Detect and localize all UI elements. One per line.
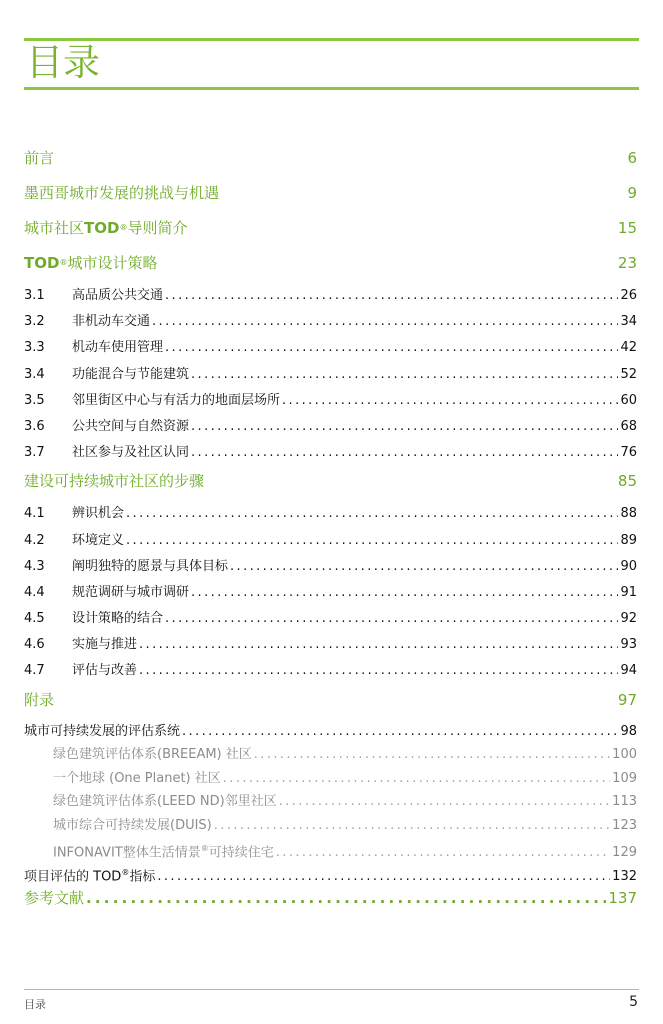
toc-section[interactable] bbox=[24, 582, 637, 608]
leader-dots bbox=[139, 660, 618, 682]
toc-appendix-item[interactable] bbox=[24, 863, 637, 887]
section-number: 3.3 bbox=[24, 340, 45, 356]
section-number: 4.4 bbox=[24, 584, 45, 600]
toc-section[interactable] bbox=[24, 660, 637, 686]
subitem-title: 绿色建筑评估体系(LEED ND)邻里社区 bbox=[53, 794, 277, 810]
chapter-title: 墨西哥城市发展的挑战与机遇 bbox=[24, 184, 220, 202]
section-page: 42 bbox=[620, 340, 637, 356]
toc-section[interactable] bbox=[24, 442, 637, 468]
section-page: 90 bbox=[620, 558, 637, 574]
section-page: 34 bbox=[620, 314, 637, 330]
footer-rule bbox=[24, 989, 639, 990]
section-title: 高品质公共交通 bbox=[72, 288, 164, 303]
section-page: 26 bbox=[620, 288, 637, 303]
leader-dots bbox=[214, 816, 610, 836]
appendix-page: 132 bbox=[612, 868, 637, 884]
appendix-title: 城市可持续发展的评估系统 bbox=[24, 723, 181, 739]
leader-dots bbox=[165, 608, 618, 630]
section-number: 4.1 bbox=[24, 506, 45, 522]
toc-appendix-subitem[interactable] bbox=[24, 792, 637, 816]
section-title: 非机动车交通 bbox=[72, 314, 151, 330]
leader-dots bbox=[191, 416, 618, 438]
toc-section[interactable] bbox=[24, 390, 637, 416]
toc-section[interactable] bbox=[24, 556, 637, 582]
leader-dots bbox=[165, 337, 618, 359]
section-page: 94 bbox=[620, 663, 637, 679]
section-number: 3.7 bbox=[24, 445, 45, 461]
toc-chapter-challenges[interactable] bbox=[24, 180, 637, 215]
chapter-title: 前言 bbox=[24, 149, 55, 167]
chapter-page: 85 bbox=[617, 472, 637, 491]
leader-dots bbox=[276, 843, 610, 862]
toc-section[interactable] bbox=[24, 285, 637, 311]
leader-dots bbox=[157, 867, 610, 886]
section-number: 4.7 bbox=[24, 663, 45, 679]
leader-dots bbox=[139, 634, 618, 656]
section-page: 92 bbox=[620, 611, 637, 627]
leader-dots bbox=[152, 311, 618, 333]
section-page: 76 bbox=[620, 445, 637, 461]
section-title: 机动车使用管理 bbox=[72, 340, 164, 356]
section-number: 4.5 bbox=[24, 611, 45, 627]
leader-dots bbox=[191, 364, 618, 386]
leader-dots bbox=[230, 556, 618, 578]
section-title: 公共空间与自然资源 bbox=[72, 418, 190, 434]
title-rule bbox=[24, 87, 639, 90]
footer-label: 目录 bbox=[24, 998, 46, 1011]
subitem-page: 100 bbox=[612, 747, 637, 763]
section-page: 91 bbox=[620, 584, 637, 600]
section-number: 4.2 bbox=[24, 532, 45, 548]
leader-dots bbox=[182, 722, 618, 742]
section-page: 52 bbox=[620, 366, 637, 382]
section-title: 环境定义 bbox=[72, 532, 125, 548]
toc-appendix-subitem[interactable] bbox=[24, 769, 637, 793]
section-number: 4.3 bbox=[24, 558, 45, 574]
appendix-title: 项目评估的 TOD®指标 bbox=[24, 867, 156, 884]
subitem-title: 一个地球 (One Planet) 社区 bbox=[53, 770, 221, 786]
section-title: 社区参与及社区认同 bbox=[72, 445, 190, 461]
subitem-page: 113 bbox=[612, 794, 637, 810]
section-title: 评估与改善 bbox=[72, 663, 138, 679]
subitem-title: 城市综合可持续发展(DUIS) bbox=[53, 817, 212, 833]
section-number: 4.6 bbox=[24, 637, 45, 653]
toc-section[interactable] bbox=[24, 416, 637, 442]
table-of-contents bbox=[24, 145, 637, 916]
subitem-page: 129 bbox=[612, 845, 637, 861]
leader-dots bbox=[191, 582, 618, 604]
toc-chapter-tod-intro[interactable] bbox=[24, 215, 637, 250]
chapter-page: 23 bbox=[617, 254, 637, 272]
chapter-page: 97 bbox=[617, 690, 637, 709]
leader-dots bbox=[165, 285, 618, 307]
section-page: 88 bbox=[620, 506, 637, 522]
chapter-title: TOD®城市设计策略 bbox=[24, 254, 158, 272]
toc-section[interactable] bbox=[24, 337, 637, 363]
section-title: 邻里街区中心与有活力的地面层场所 bbox=[72, 392, 281, 408]
toc-references[interactable] bbox=[24, 886, 637, 916]
section-number: 3.4 bbox=[24, 366, 45, 382]
toc-chapter-preface[interactable] bbox=[24, 145, 637, 180]
chapter-title: 城市社区TOD®导则简介 bbox=[24, 219, 188, 237]
chapter-page: 6 bbox=[627, 149, 637, 167]
toc-section[interactable] bbox=[24, 608, 637, 634]
toc-section[interactable] bbox=[24, 503, 637, 529]
references-page: 137 bbox=[608, 889, 637, 908]
leader-dots bbox=[279, 792, 610, 812]
section-number: 3.1 bbox=[24, 288, 45, 303]
section-page: 93 bbox=[620, 637, 637, 653]
chapter-title: 建设可持续城市社区的步骤 bbox=[24, 472, 205, 491]
top-rule bbox=[24, 38, 639, 41]
section-page: 60 bbox=[620, 392, 637, 408]
section-number: 3.2 bbox=[24, 314, 45, 330]
leader-dots bbox=[86, 886, 606, 910]
toc-section[interactable] bbox=[24, 634, 637, 660]
section-title: 功能混合与节能建筑 bbox=[72, 366, 190, 382]
section-title: 辨识机会 bbox=[72, 506, 125, 522]
toc-section[interactable] bbox=[24, 530, 637, 556]
chapter-title: 附录 bbox=[24, 690, 55, 709]
subitem-title: 绿色建筑评估体系(BREEAM) 社区 bbox=[53, 747, 252, 763]
section-page: 68 bbox=[620, 418, 637, 434]
toc-appendix-subitem[interactable] bbox=[24, 839, 637, 863]
references-title: 参考文献 bbox=[24, 889, 85, 908]
toc-chapter-tod-strategy[interactable] bbox=[24, 250, 637, 285]
toc-appendix-item[interactable] bbox=[24, 722, 637, 746]
toc-appendix-subitem[interactable] bbox=[24, 745, 637, 769]
toc-chapter-appendix[interactable] bbox=[24, 687, 637, 722]
leader-dots bbox=[191, 442, 618, 464]
leader-dots bbox=[126, 530, 618, 552]
leader-dots bbox=[223, 769, 610, 789]
appendix-page: 98 bbox=[620, 723, 637, 739]
subitem-page: 123 bbox=[612, 817, 637, 833]
section-title: 阐明独特的愿景与具体目标 bbox=[72, 558, 229, 574]
toc-appendix-subitem[interactable] bbox=[24, 816, 637, 840]
section-title: 实施与推进 bbox=[72, 637, 138, 653]
leader-dots bbox=[126, 503, 618, 525]
subitem-title: INFONAVIT整体生活情景®可持续住宅 bbox=[53, 844, 274, 861]
leader-dots bbox=[282, 390, 618, 412]
page-number: 5 bbox=[629, 994, 638, 1010]
section-number: 3.5 bbox=[24, 392, 45, 408]
toc-section[interactable] bbox=[24, 311, 637, 337]
toc-chapter-steps[interactable] bbox=[24, 468, 637, 503]
toc-section[interactable] bbox=[24, 364, 637, 390]
leader-dots bbox=[254, 745, 610, 765]
section-title: 规范调研与城市调研 bbox=[72, 584, 190, 600]
section-page: 89 bbox=[620, 532, 637, 548]
section-title: 设计策略的结合 bbox=[72, 611, 164, 627]
page-title: 目录 bbox=[26, 41, 100, 84]
section-number: 3.6 bbox=[24, 418, 45, 434]
chapter-page: 15 bbox=[617, 219, 637, 237]
subitem-page: 109 bbox=[612, 770, 637, 786]
chapter-page: 9 bbox=[627, 184, 637, 202]
